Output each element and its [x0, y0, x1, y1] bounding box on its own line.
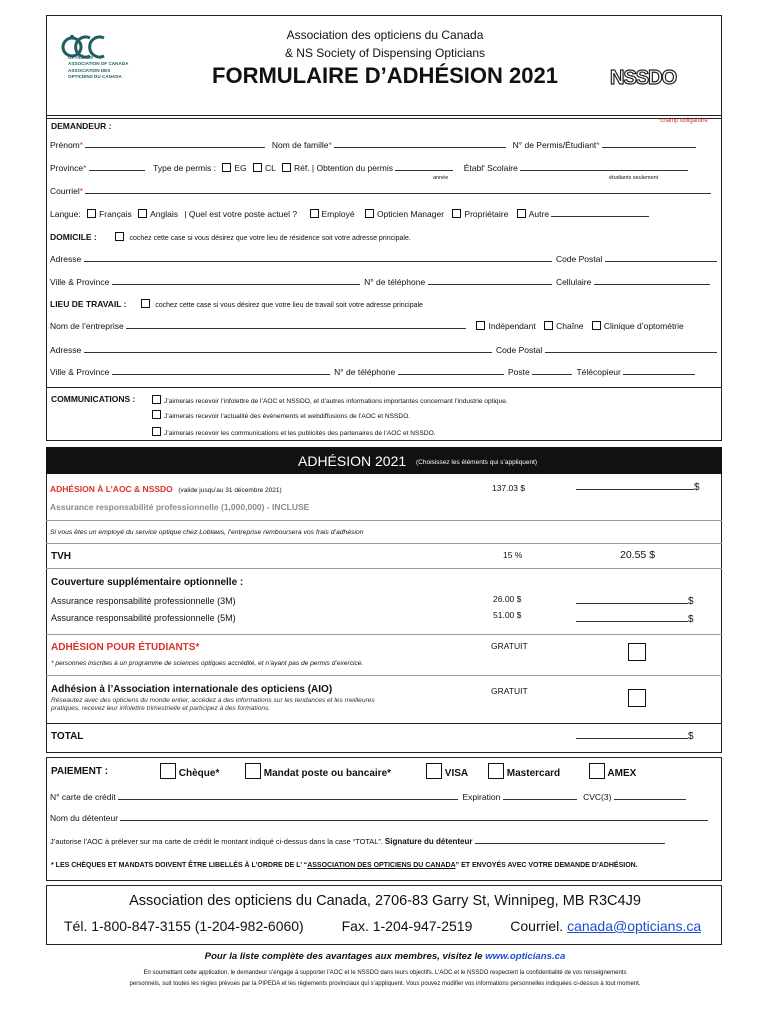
- aio-checkbox[interactable]: [628, 689, 646, 707]
- row-work-address: Adresse Code Postal: [50, 345, 717, 356]
- home-address-field[interactable]: [84, 254, 552, 262]
- divider-5: [46, 675, 722, 676]
- required-note: *champ obligatoire: [658, 118, 708, 124]
- row-work-city: Ville & Province N° de téléphone Poste Télécopieur: [50, 367, 695, 378]
- applicant-label: DEMANDEUR :: [51, 121, 112, 131]
- permit-year-field[interactable]: [395, 163, 453, 171]
- row-holder: Nom du détenteur: [50, 813, 708, 824]
- tax-amount: 20.55 $: [620, 549, 656, 561]
- row-province: Province* Type de permis : EG CL Réf. | Obtention du permis Établ' Scolaire: [50, 163, 688, 174]
- row-home-header: DOMICILE : cochez cette case si vous désirez que votre lieu de résidence soit votre adresse principale.: [50, 232, 411, 242]
- tax-label: TVH: [51, 551, 71, 562]
- aoc-membership-row: ADHÉSION À L’AOC & NSSDO (valide jusqu’au 31 décembre 2021): [50, 484, 282, 494]
- extra-title: Couverture supplémentaire optionnelle :: [51, 577, 244, 588]
- work-ext-field[interactable]: [532, 367, 572, 375]
- footer-email-label: Courriel.: [510, 918, 564, 934]
- province-field[interactable]: [89, 163, 145, 171]
- aio-note-2: pratiques, recevez leur infolettre trimestrielle et participez à des formations.: [51, 705, 271, 712]
- home-cell-field[interactable]: [594, 277, 710, 285]
- holder-name-field[interactable]: [120, 813, 708, 821]
- row-authorize: J’autorise l’AOC à prélever sur ma carte de crédit le montant indiqué ci-dessus dans la case “TOTAL”. Signature du détenteur: [50, 836, 665, 847]
- footer-fax: Fax. 1-204-947-2519: [341, 918, 473, 934]
- footer-email-link[interactable]: canada@opticians.ca: [567, 918, 702, 934]
- work-fax-field[interactable]: [623, 367, 695, 375]
- logo-line-1: OPTICIANS: [68, 55, 94, 60]
- comm-divider: [46, 387, 722, 388]
- pos-employee-checkbox[interactable]: [310, 209, 319, 218]
- pay-money-order-option[interactable]: Mandat poste ou bancaire*: [245, 763, 391, 779]
- aoc-price: 137.03 $: [492, 483, 526, 493]
- org-line-2: & NS Society of Dispensing Opticians: [284, 46, 486, 60]
- divider-2: [46, 543, 722, 544]
- legal-line-2: personnels, suit toutes les règles prévues par la PIPEDA et les règlements provinciaux qui s’appliquent. Vous pouvez modifier vos informations personnelles indiquées ci-dessus à tout moment.: [129, 981, 641, 987]
- home-primary-checkbox[interactable]: [115, 232, 124, 241]
- comm-item-1[interactable]: J’aimerais recevoir l’infolettre de l’AOC et NSSDO, et d’autres informations importantes concernant l’industrie optique.: [152, 395, 508, 405]
- footer-address: Association des opticiens du Canada, 2706-83 Garry St, Winnipeg, MB R3C4J9: [129, 893, 641, 909]
- work-primary-checkbox[interactable]: [141, 299, 150, 308]
- page-title: FORMULAIRE D’ADHÉSION 2021: [212, 63, 558, 88]
- work-clinic-checkbox[interactable]: [592, 321, 601, 330]
- home-phone-field[interactable]: [428, 277, 552, 285]
- pos-manager-checkbox[interactable]: [365, 209, 374, 218]
- divider-1: [46, 520, 722, 521]
- membership-bar: [46, 447, 722, 474]
- student-label: ADHÉSION POUR ÉTUDIANTS*: [51, 642, 200, 653]
- extra-3m-price: 26.00 $: [493, 594, 522, 604]
- student-checkbox[interactable]: [628, 643, 646, 661]
- pay-cheque-option[interactable]: Chèque*: [160, 763, 219, 779]
- row-work-company: Nom de l’entreprise Indépendant Chaîne Clinique d’optométrie: [50, 321, 684, 331]
- home-city-field[interactable]: [112, 277, 360, 285]
- email-field[interactable]: [85, 186, 711, 194]
- row-language: Langue: Français Anglais | Quel est votre poste actuel ? Employé Opticien Manager Propriétaire Autre: [50, 209, 649, 220]
- permit-eg-checkbox[interactable]: [222, 163, 231, 172]
- permit-number-field[interactable]: [602, 140, 696, 148]
- benefits-link[interactable]: www.opticians.ca: [485, 951, 566, 962]
- loblaws-note: Si vous êtes un employé du service optique chez Loblaws, l’entreprise remboursera vos frais d’adhésion: [50, 529, 364, 536]
- home-postal-field[interactable]: [605, 254, 717, 262]
- comm-label: COMMUNICATIONS :: [51, 394, 136, 404]
- work-chain-checkbox[interactable]: [544, 321, 553, 330]
- pay-mastercard-option[interactable]: Mastercard: [488, 763, 560, 779]
- signature-field[interactable]: [475, 836, 665, 844]
- benefits-line: Pour la liste complète des avantages aux membres, visitez le www.opticians.ca: [204, 951, 566, 962]
- pay-amex-option[interactable]: AMEX: [589, 763, 636, 779]
- footer-phone: Tél. 1-800-847-3155 (1-204-982-6060): [64, 918, 304, 934]
- extra-5m-price: 51.00 $: [493, 610, 522, 620]
- work-independent-checkbox[interactable]: [476, 321, 485, 330]
- logo-line-2: ASSOCIATION OF CANADA: [68, 60, 129, 66]
- divider-3: [46, 568, 722, 569]
- extra-5m-field[interactable]: $: [576, 614, 694, 625]
- card-cvc-field[interactable]: [614, 792, 686, 800]
- membership-title: ADHÉSION 2021: [298, 453, 407, 469]
- total-label: TOTAL: [51, 731, 84, 742]
- work-address-field[interactable]: [84, 345, 492, 353]
- logo-line-4: OPTICIENS DU CANADA: [68, 73, 122, 79]
- school-field[interactable]: [520, 163, 688, 171]
- nssdo-logo-text: NSSDO: [610, 67, 677, 89]
- work-city-field[interactable]: [112, 367, 330, 375]
- row-names: Prénom* Nom de famille* N° de Permis/Étudiant*: [50, 140, 696, 151]
- comm-item-2[interactable]: J’aimerais recevoir l’actualité des événements et webdiffusions de l’AOC et NSSDO.: [152, 410, 410, 420]
- membership-subtitle: (Choisissez les éléments qui s’appliquent): [416, 459, 538, 466]
- logo-line-3: ASSOCIATION DES: [68, 68, 111, 74]
- last-name-field[interactable]: [334, 140, 506, 148]
- cheque-note: * LES CHÈQUES ET MANDATS DOIVENT ÊTRE LIBELLÉS À L’ORDRE DE L’ “ASSOCIATION DES OPTICIENS DU CANADA” ET ENVOYÉS AVEC VOTRE DEMANDE D’ADHÉSION.: [51, 862, 638, 869]
- aio-note-1: Réseautez avec des opticiens du monde entier, accédez à des informations sur les tendances et les meilleures: [51, 697, 375, 704]
- aio-price: GRATUIT: [491, 686, 528, 696]
- student-note: * personnes inscrites à un programme de sciences optiques accrédité, et n’ayant pas de permis d’exercice.: [51, 660, 364, 667]
- extra-3m-label: Assurance responsabilité professionnelle (3M): [51, 596, 236, 606]
- insurance-included: Assurance responsabilité professionnelle (1,000,000) - INCLUSE: [50, 502, 310, 512]
- aoc-amount-field[interactable]: $: [576, 482, 700, 493]
- permit-cl-checkbox[interactable]: [253, 163, 262, 172]
- row-work-header: LIEU DE TRAVAIL : cochez cette case si vous désirez que votre lieu de travail soit votre adresse principale: [50, 299, 423, 309]
- divider-4: [46, 634, 722, 635]
- payment-label: PAIEMENT :: [51, 766, 109, 777]
- card-number-field[interactable]: [118, 792, 458, 800]
- divider-6: [46, 723, 722, 724]
- org-line-1: Association des opticiens du Canada: [286, 28, 484, 42]
- aio-label: Adhésion à l’Association internationale des opticiens (AIO): [51, 684, 333, 695]
- row-email: Courriel*: [50, 186, 711, 197]
- year-note: année: [433, 175, 449, 181]
- pay-visa-option[interactable]: VISA: [426, 763, 468, 779]
- card-expiry-field[interactable]: [503, 792, 577, 800]
- permit-ref-checkbox[interactable]: [282, 163, 291, 172]
- pos-owner-checkbox[interactable]: [452, 209, 461, 218]
- row-home-city: Ville & Province N° de téléphone Cellulaire: [50, 277, 710, 288]
- comm-item-3[interactable]: J’aimerais recevoir les communications et les publicités des partenaires de l’AOC et NSSDO.: [152, 427, 436, 437]
- work-postal-field[interactable]: [545, 345, 717, 353]
- pos-other-field[interactable]: [551, 209, 649, 217]
- students-note: étudiants seulement: [609, 175, 659, 181]
- total-field[interactable]: $: [576, 731, 694, 742]
- work-company-field[interactable]: [126, 321, 466, 329]
- lang-fr-checkbox[interactable]: [87, 209, 96, 218]
- extra-3m-field[interactable]: $: [576, 596, 694, 607]
- legal-line-1: En soumettant cette application, le demandeur s’engage à supporter l’AOC et le NSSDO dans leurs objectifs. L’AOC et le NSSDO respectent la confidentialité de vos renseignements: [143, 970, 627, 976]
- row-home-address: Adresse Code Postal: [50, 254, 717, 265]
- extra-5m-label: Assurance responsabilité professionnelle (5M): [51, 613, 236, 623]
- first-name-field[interactable]: [85, 140, 265, 148]
- nssdo-logo: [610, 65, 716, 91]
- row-card: N° carte de crédit Expiration CVC(3): [50, 792, 686, 803]
- pos-other-checkbox[interactable]: [517, 209, 526, 218]
- tax-rate: 15 %: [503, 550, 523, 560]
- work-phone-field[interactable]: [398, 367, 504, 375]
- lang-en-checkbox[interactable]: [138, 209, 147, 218]
- student-price: GRATUIT: [491, 641, 528, 651]
- footer-contacts: [64, 918, 701, 934]
